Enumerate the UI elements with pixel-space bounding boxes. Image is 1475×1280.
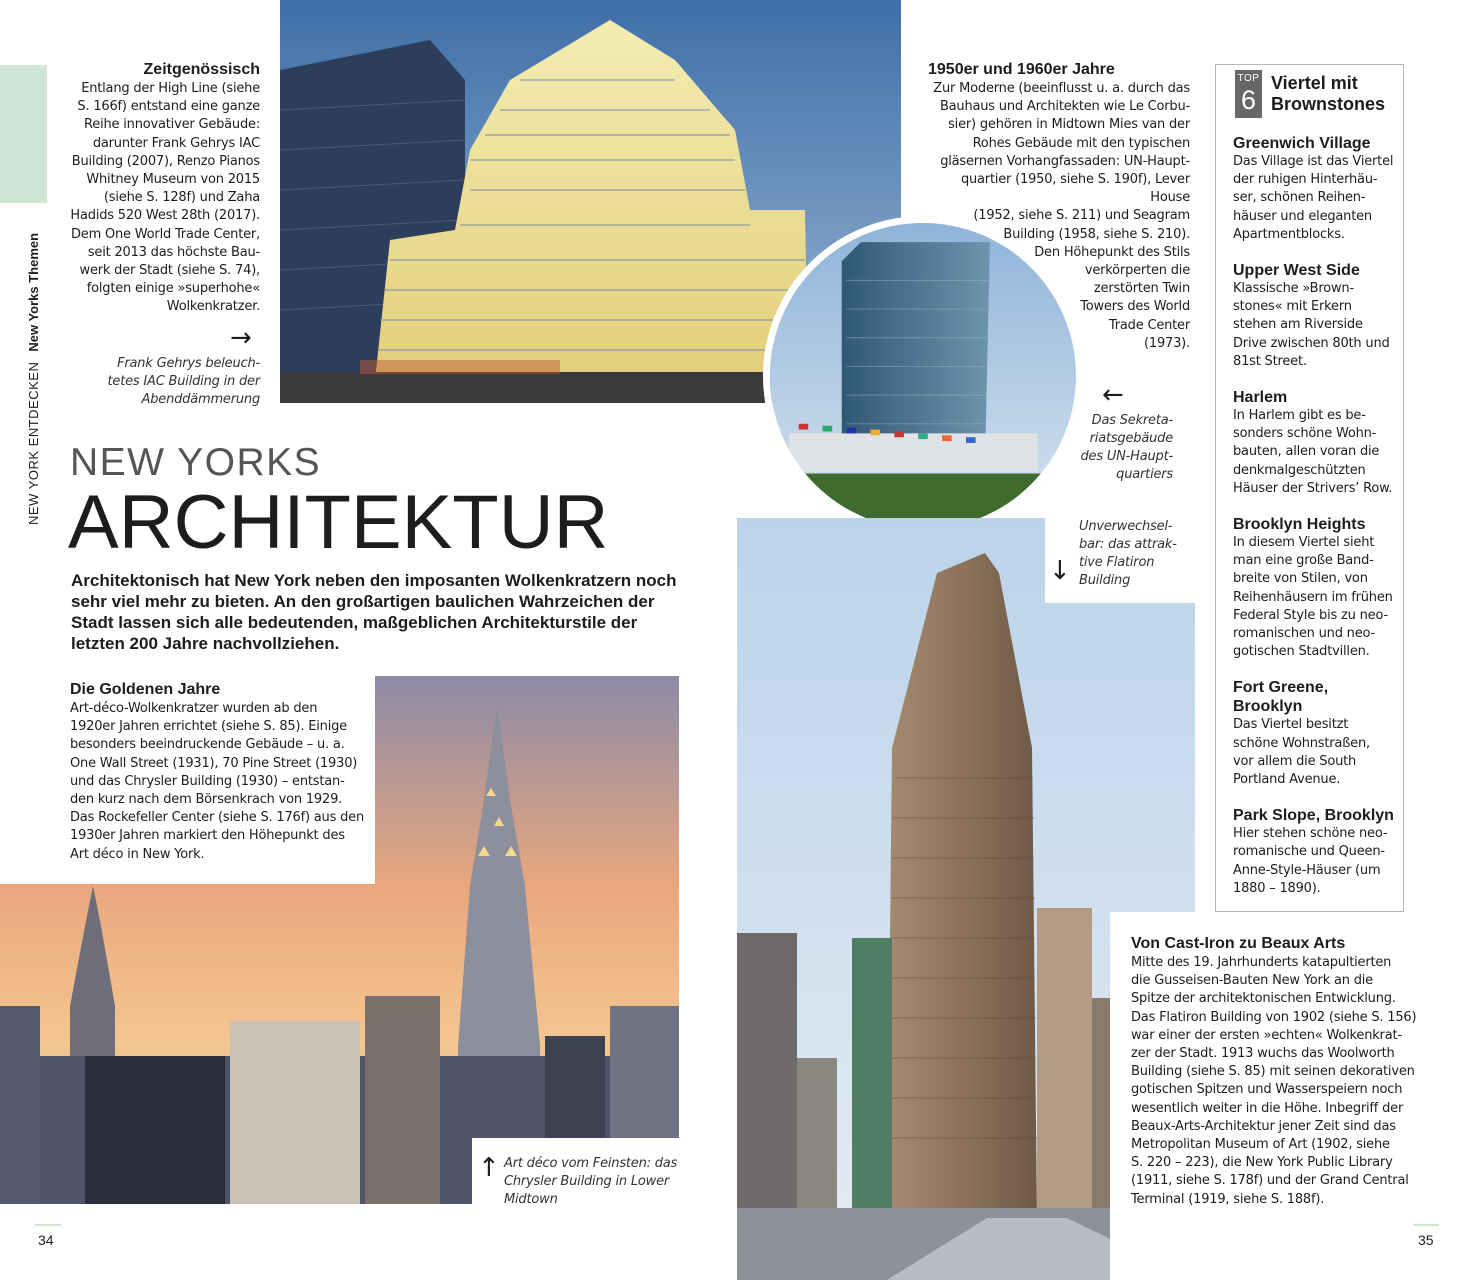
caption-un: Das Sekreta- riatsgebäude des UN-Haupt- quartiers [1080, 413, 1173, 482]
page-title-line1: NEW YORKS [70, 441, 322, 484]
district-name: Fort Greene, Brooklyn [1233, 679, 1329, 716]
heading-zeitgenoessisch: Zeitgenössisch [143, 61, 260, 78]
chapter-label-vertical [24, 215, 44, 525]
district-name: Harlem [1233, 389, 1288, 407]
district-name: Upper West Side [1233, 262, 1360, 280]
page-marker-left [35, 1224, 61, 1226]
district-name: Brooklyn Heights [1233, 516, 1366, 534]
chapter-color-tab [0, 65, 47, 203]
page-number-right: 35 [1418, 1232, 1434, 1248]
caption-chrysler: Art déco vom Feinsten: das Chrysler Building in Lower Midtown [504, 1156, 678, 1207]
top6-title: Viertel mit Brownstones [1271, 73, 1386, 114]
section-label: New Yorks Themen [26, 232, 41, 352]
chapter-label: NEW YORK ENTDECKEN [26, 361, 41, 525]
list-item: Brooklyn Heights In diesem Viertel sieht man eine große Band- breite von Stilen, von Reihenhäusern im frühen Federal Style bis zu neo- romanischen und neo- gotischen Stadtvillen. [1233, 515, 1403, 661]
arrow-down-icon: ↓ [1049, 556, 1071, 586]
top6-badge: TOP 6 [1235, 70, 1262, 118]
list-item: Park Slope, Brooklyn Hier stehen schöne neo- romanische und Queen- Anne-Style-Häuser (um 1880 – 1890). [1233, 806, 1403, 898]
page-marker-right [1413, 1224, 1439, 1226]
list-item: Upper West Side Klassische »Brown- stones« mit Erkern stehen am Riverside Drive zwischen 80th und 81st Street. [1233, 261, 1403, 371]
page-number-left: 34 [38, 1232, 54, 1248]
top6-list [1233, 134, 1403, 898]
heading-goldene-jahre: Die Goldenen Jahre [70, 681, 221, 698]
district-name: Greenwich Village [1233, 135, 1371, 152]
list-item: Fort Greene, Brooklyn Das Viertel besitzt schöne Wohnstraßen, vor allem die South Portland Avenue. [1233, 678, 1403, 789]
heading-castiron: Von Cast-Iron zu Beaux Arts [1131, 935, 1346, 952]
text-zeitgenoessisch: Entlang der High Line (siehe S. 166f) entstand eine ganze Reihe innovativer Gebäude: darunter Frank Gehrys IAC Building (2007), Renzo Pianos Whitney Museum von 2015 (siehe S. 128f) und Zaha Hadids 520 West 28th (2017). Dem One World Trade Center, seit 2013 das höchste Bau- werk der Stadt (siehe S. 74), folgten einige »superhohe« Wolkenkratzer. [70, 81, 260, 315]
district-name: Park Slope, Brooklyn [1233, 807, 1394, 825]
arrow-up-icon: ↑ [478, 1153, 500, 1183]
caption-iac: Frank Gehrys beleuch- tetes IAC Building in der Abenddämmerung [107, 356, 260, 407]
list-item: Greenwich Village Das Village ist das Viertel der ruhigen Hinterhäu- ser, schönen Reihen- häuser und eleganten Apartmentblocks. [1233, 134, 1403, 244]
list-item: Harlem In Harlem gibt es be- sonders schöne Wohn- bauten, allen voran die denkmalgeschützten Häuser der Strivers’ Row. [1233, 388, 1403, 498]
photo-un-headquarters [763, 216, 1083, 536]
heading-moderne: 1950er und 1960er Jahre [928, 61, 1115, 78]
text-moderne: Zur Moderne (beeinflusst u. a. durch das Bauhaus und Architekten wie Le Corbu- sier) gehören in Midtown Mies van der Rohes Gebäude mit den typischen gläsernen Vorhangfassaden: UN-Haupt- quartier (1950, siehe S. 190f), Lever House (1952, siehe S. 211) und Seagram Building (1958, siehe S. 210). Den Höhepunkt des Stils verkörperten die zerstörten Twin Towers des World Trade Center (1973). [933, 81, 1190, 351]
arrow-right-icon: → [230, 323, 252, 353]
page-title-line2: ARCHITEKTUR [68, 480, 609, 565]
text-castiron: Mitte des 19. Jahrhunderts katapultierten die Gusseisen-Bauten New York an die Spitze der architektonischen Entwicklung. Das Flatiron Building von 1902 (siehe S. 156) war einer der ersten »echten« Wolkenkrat- zer der Stadt. 1913 wuchs das Woolworth Building (siehe S. 85) mit seinen dekorativen gotischen Spitzen und Wasserspeiern noch wesentlich weiter in die Höhe. Inbegriff der Beaux-Arts-Architektur jener Zeit sind das Metropolitan Museum of Art (1902, siehe S. 220 – 223), die New York Public Library (1911, siehe S. 178f) und der Grand Central Terminal (1919, siehe S. 188f). [1131, 955, 1417, 1207]
arrow-left-icon: ← [1102, 380, 1124, 410]
intro-text: Architektonisch hat New York neben den imposanten Wolkenkratzern noch sehr viel mehr zu bieten. An den großartigen baulichen Wahrzeichen der Stadt lassen sich alle bedeutenden, maßgeblichen Architekturstile der letzten 200 Jahre nachvollziehen. [71, 571, 677, 653]
caption-flatiron: Unverwechsel- bar: das attrak- tive Flatiron Building [1079, 519, 1177, 588]
text-goldene-jahre: Art-déco-Wolkenkratzer wurden ab den 1920er Jahren errichtet (siehe S. 85). Einige besonders beeindruckende Gebäude – u. a. One Wall Street (1931), 70 Pine Street (1930) und das Chrysler Building (1930) – entstan- den kurz nach dem Börsenkrach von 1929. Das Rockefeller Center (siehe S. 176f) aus den 1930er Jahren markiert den Höhepunkt des Art déco in New York. [70, 701, 364, 862]
